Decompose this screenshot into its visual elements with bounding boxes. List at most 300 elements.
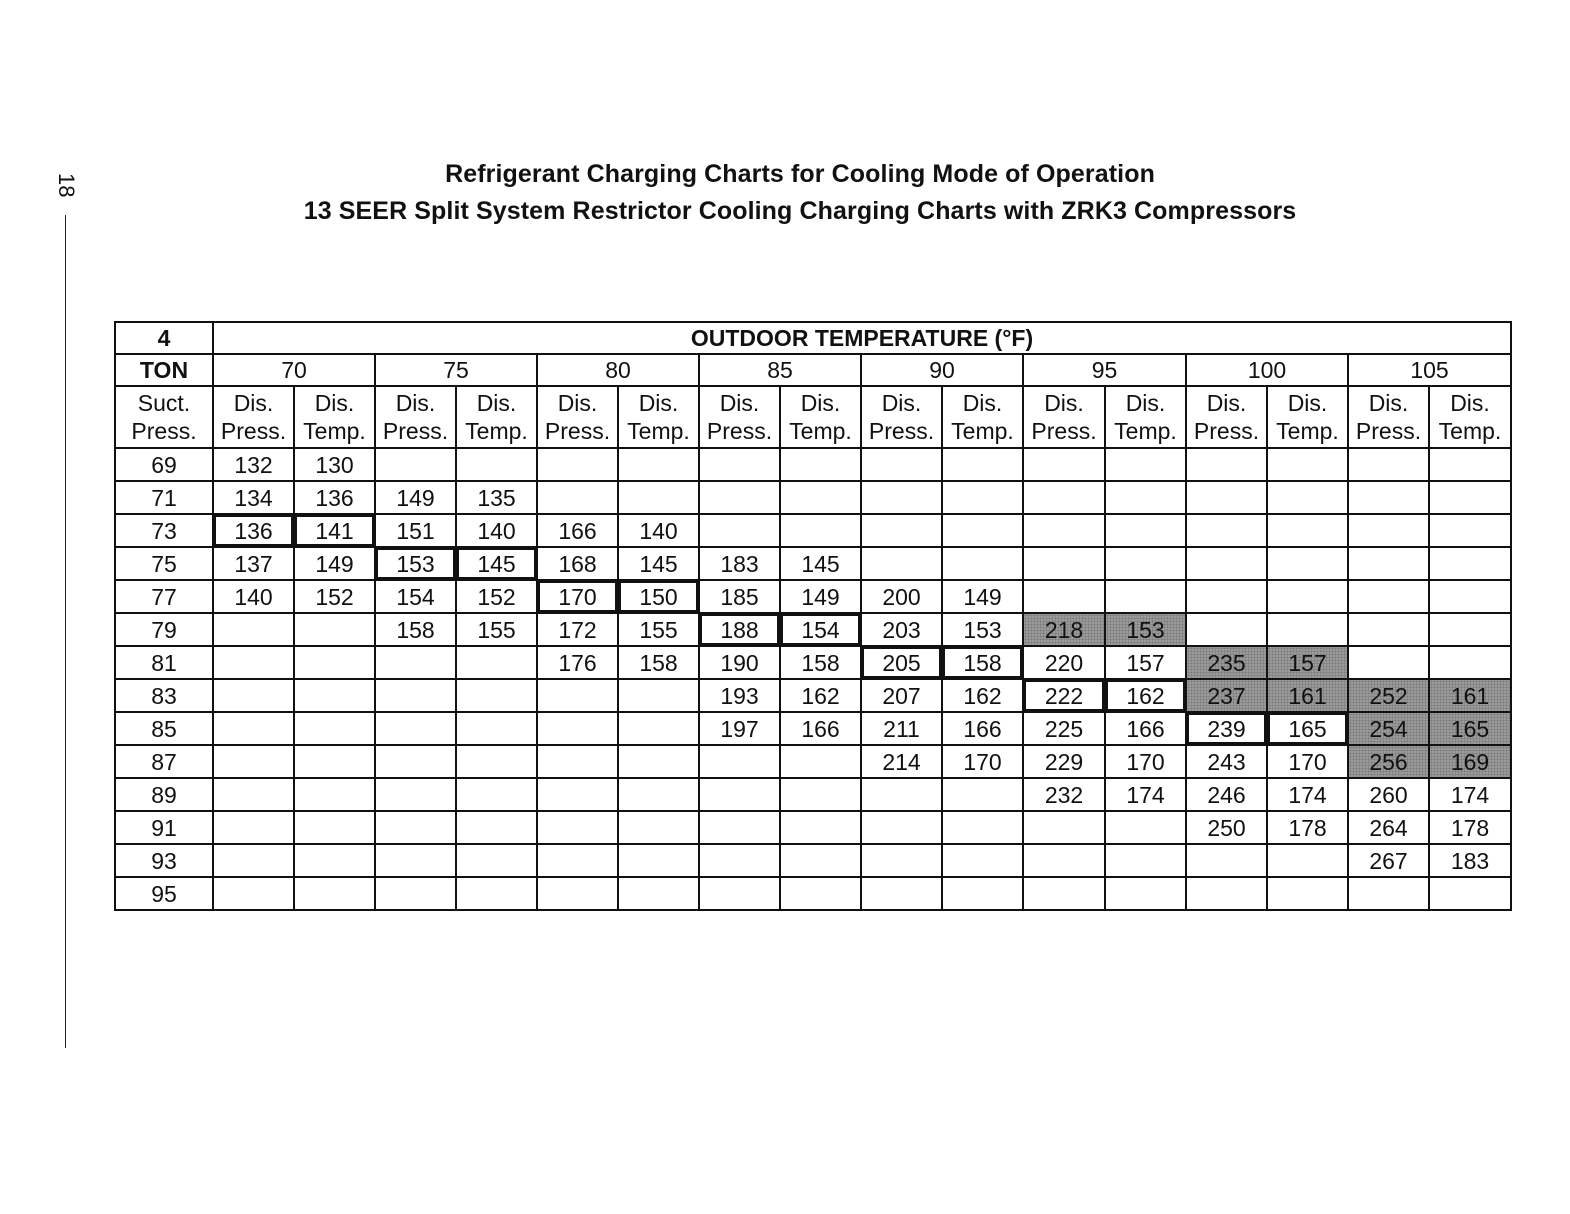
- discharge-temp-cell: 152: [456, 580, 537, 613]
- discharge-temp-cell: [1105, 481, 1186, 514]
- discharge-pressure-cell: [375, 646, 456, 679]
- discharge-temp-cell: [294, 811, 375, 844]
- discharge-temp-cell: [1267, 844, 1348, 877]
- dis-label: Dis.: [1450, 390, 1490, 416]
- table-row: [115, 448, 1511, 481]
- discharge-temp-cell: [780, 811, 861, 844]
- discharge-temp-cell: 157: [1105, 646, 1186, 679]
- discharge-temp-cell: [942, 844, 1023, 877]
- discharge-pressure-cell: [213, 679, 294, 712]
- discharge-pressure-cell: [1348, 448, 1429, 481]
- dis-label: Dis.: [881, 390, 922, 416]
- discharge-pressure-cell: 151: [375, 514, 456, 547]
- dis-label: Dis.: [557, 390, 598, 416]
- subheader-row: [115, 386, 1511, 448]
- discharge-pressure-cell: [1023, 844, 1105, 877]
- discharge-pressure-cell: 140: [213, 580, 294, 613]
- dis-label: Dis.: [719, 390, 760, 416]
- dis-press-header: [861, 386, 942, 448]
- discharge-temp-cell: [1429, 646, 1511, 679]
- discharge-temp-cell: 155: [618, 613, 699, 646]
- discharge-temp-cell: [780, 448, 861, 481]
- discharge-temp-cell: [618, 877, 699, 910]
- discharge-pressure-cell: [1186, 481, 1267, 514]
- suction-pressure-cell: 69: [115, 448, 213, 481]
- suction-pressure-cell: 87: [115, 745, 213, 778]
- discharge-pressure-cell: 229: [1023, 745, 1105, 778]
- discharge-temp-cell: [780, 745, 861, 778]
- discharge-temp-cell: [456, 811, 537, 844]
- discharge-pressure-cell: 190: [699, 646, 780, 679]
- discharge-pressure-cell: 185: [699, 580, 780, 613]
- discharge-temp-cell: [294, 745, 375, 778]
- dis-temp-header: [618, 386, 699, 448]
- discharge-temp-cell: 141: [294, 514, 375, 547]
- discharge-temp-cell: [1267, 877, 1348, 910]
- dis-label: Dis.: [638, 390, 679, 416]
- dis-temp-header: [780, 386, 861, 448]
- chart-subtitle: 13 SEER Split System Restrictor Cooling Charging Charts with ZRK3 Compressors: [303, 197, 1297, 225]
- discharge-temp-cell: 155: [456, 613, 537, 646]
- discharge-temp-cell: [618, 679, 699, 712]
- dis-temp-header: [456, 386, 537, 448]
- discharge-pressure-cell: 211: [861, 712, 942, 745]
- discharge-temp-cell: [294, 679, 375, 712]
- discharge-pressure-cell: [537, 844, 618, 877]
- dis-press-header: [375, 386, 456, 448]
- discharge-temp-cell: [942, 514, 1023, 547]
- temp-header-90: 90: [861, 354, 1023, 386]
- discharge-pressure-cell: 264: [1348, 811, 1429, 844]
- discharge-pressure-cell: 218: [1023, 613, 1105, 646]
- discharge-pressure-cell: 134: [213, 481, 294, 514]
- press-label: Press.: [220, 418, 287, 444]
- discharge-pressure-cell: [1186, 877, 1267, 910]
- discharge-temp-cell: 158: [618, 646, 699, 679]
- discharge-temp-cell: [1105, 514, 1186, 547]
- dis-label: Dis.: [962, 390, 1003, 416]
- discharge-pressure-cell: 172: [537, 613, 618, 646]
- discharge-pressure-cell: 170: [537, 580, 618, 613]
- discharge-temp-cell: 174: [1429, 778, 1511, 811]
- discharge-temp-cell: 174: [1105, 778, 1186, 811]
- suction-pressure-cell: 75: [115, 547, 213, 580]
- temp-header-80: 80: [537, 354, 699, 386]
- discharge-pressure-cell: [1023, 580, 1105, 613]
- suction-pressure-cell: 77: [115, 580, 213, 613]
- table-row: [115, 514, 1511, 547]
- discharge-temp-cell: [1429, 877, 1511, 910]
- discharge-temp-cell: 158: [942, 646, 1023, 679]
- suction-pressure-cell: 89: [115, 778, 213, 811]
- discharge-pressure-cell: 252: [1348, 679, 1429, 712]
- discharge-temp-cell: [456, 646, 537, 679]
- discharge-pressure-cell: [1023, 481, 1105, 514]
- table-row: [115, 646, 1511, 679]
- discharge-temp-cell: [1429, 580, 1511, 613]
- discharge-temp-cell: 149: [942, 580, 1023, 613]
- discharge-pressure-cell: [375, 778, 456, 811]
- table-row: [115, 547, 1511, 580]
- dis-label: Dis.: [1206, 390, 1247, 416]
- dis-press-header: [213, 386, 294, 448]
- discharge-pressure-cell: 243: [1186, 745, 1267, 778]
- suction-pressure-cell: 71: [115, 481, 213, 514]
- outdoor-temperature-header: OUTDOOR TEMPERATURE (°F): [213, 322, 1511, 354]
- discharge-pressure-cell: [861, 448, 942, 481]
- discharge-temp-cell: 174: [1267, 778, 1348, 811]
- discharge-temp-cell: 145: [780, 547, 861, 580]
- discharge-pressure-cell: [861, 481, 942, 514]
- temp-label: Temp.: [1276, 418, 1339, 444]
- discharge-temp-cell: [618, 448, 699, 481]
- discharge-pressure-cell: [213, 646, 294, 679]
- suct-press-label: Press.: [131, 418, 197, 444]
- discharge-temp-cell: 165: [1429, 712, 1511, 745]
- discharge-pressure-cell: [375, 877, 456, 910]
- temp-label: Temp.: [465, 418, 528, 444]
- discharge-temp-cell: [780, 877, 861, 910]
- discharge-temp-cell: [1105, 580, 1186, 613]
- discharge-pressure-cell: [213, 811, 294, 844]
- discharge-pressure-cell: [1186, 580, 1267, 613]
- temp-header-105: 105: [1348, 354, 1511, 386]
- dis-label: Dis.: [314, 390, 355, 416]
- discharge-pressure-cell: [537, 679, 618, 712]
- discharge-pressure-cell: [375, 679, 456, 712]
- discharge-temp-cell: [294, 613, 375, 646]
- discharge-temp-cell: [456, 778, 537, 811]
- dis-label: Dis.: [233, 390, 274, 416]
- suct-press-header: [115, 386, 213, 448]
- discharge-pressure-cell: 132: [213, 448, 294, 481]
- discharge-temp-cell: 178: [1267, 811, 1348, 844]
- dis-label: Dis.: [1287, 390, 1328, 416]
- discharge-temp-cell: [618, 481, 699, 514]
- discharge-pressure-cell: [1348, 547, 1429, 580]
- discharge-pressure-cell: [537, 745, 618, 778]
- discharge-pressure-cell: [213, 613, 294, 646]
- discharge-pressure-cell: [861, 514, 942, 547]
- temp-header-100: 100: [1186, 354, 1348, 386]
- press-label: Press.: [868, 418, 935, 444]
- discharge-temp-cell: 162: [1105, 679, 1186, 712]
- discharge-pressure-cell: [861, 877, 942, 910]
- discharge-pressure-cell: [1023, 811, 1105, 844]
- discharge-temp-cell: 153: [1105, 613, 1186, 646]
- discharge-temp-cell: [942, 547, 1023, 580]
- discharge-temp-cell: 136: [294, 481, 375, 514]
- discharge-temp-cell: 153: [942, 613, 1023, 646]
- discharge-pressure-cell: 260: [1348, 778, 1429, 811]
- discharge-temp-cell: [1105, 547, 1186, 580]
- discharge-temp-cell: 130: [294, 448, 375, 481]
- discharge-pressure-cell: [375, 448, 456, 481]
- discharge-pressure-cell: [861, 547, 942, 580]
- suction-pressure-cell: 91: [115, 811, 213, 844]
- discharge-temp-cell: 183: [1429, 844, 1511, 877]
- discharge-temp-cell: 150: [618, 580, 699, 613]
- discharge-pressure-cell: [375, 811, 456, 844]
- discharge-temp-cell: [618, 745, 699, 778]
- dis-press-header: [537, 386, 618, 448]
- discharge-pressure-cell: [375, 712, 456, 745]
- discharge-pressure-cell: 149: [375, 481, 456, 514]
- discharge-pressure-cell: [537, 778, 618, 811]
- discharge-temp-cell: 135: [456, 481, 537, 514]
- discharge-temp-cell: 158: [780, 646, 861, 679]
- discharge-temp-cell: [1429, 547, 1511, 580]
- discharge-temp-cell: 170: [1105, 745, 1186, 778]
- discharge-pressure-cell: [537, 877, 618, 910]
- discharge-temp-cell: [294, 646, 375, 679]
- discharge-pressure-cell: 267: [1348, 844, 1429, 877]
- discharge-pressure-cell: [1186, 547, 1267, 580]
- discharge-pressure-cell: 193: [699, 679, 780, 712]
- discharge-pressure-cell: [699, 844, 780, 877]
- discharge-pressure-cell: 235: [1186, 646, 1267, 679]
- discharge-pressure-cell: [699, 745, 780, 778]
- discharge-pressure-cell: 176: [537, 646, 618, 679]
- discharge-pressure-cell: [375, 844, 456, 877]
- discharge-pressure-cell: [537, 811, 618, 844]
- discharge-pressure-cell: [1186, 613, 1267, 646]
- discharge-pressure-cell: 166: [537, 514, 618, 547]
- discharge-pressure-cell: [861, 811, 942, 844]
- discharge-pressure-cell: [1023, 547, 1105, 580]
- discharge-temp-cell: 166: [780, 712, 861, 745]
- discharge-pressure-cell: 237: [1186, 679, 1267, 712]
- discharge-pressure-cell: 197: [699, 712, 780, 745]
- table-row: [115, 580, 1511, 613]
- suction-pressure-cell: 95: [115, 877, 213, 910]
- discharge-pressure-cell: [1023, 877, 1105, 910]
- discharge-pressure-cell: [1348, 481, 1429, 514]
- temp-label: Temp.: [303, 418, 366, 444]
- press-label: Press.: [1193, 418, 1260, 444]
- discharge-pressure-cell: 188: [699, 613, 780, 646]
- discharge-temp-cell: [456, 844, 537, 877]
- discharge-temp-cell: 162: [780, 679, 861, 712]
- discharge-pressure-cell: 250: [1186, 811, 1267, 844]
- discharge-temp-cell: [618, 712, 699, 745]
- discharge-temp-cell: [942, 481, 1023, 514]
- dis-label: Dis.: [1044, 390, 1084, 416]
- charging-chart-table: [114, 321, 1512, 911]
- discharge-temp-cell: [1267, 547, 1348, 580]
- discharge-pressure-cell: 220: [1023, 646, 1105, 679]
- table-row: [115, 811, 1511, 844]
- discharge-pressure-cell: 246: [1186, 778, 1267, 811]
- discharge-pressure-cell: [375, 745, 456, 778]
- dis-temp-header: [1429, 386, 1511, 448]
- discharge-pressure-cell: [699, 481, 780, 514]
- dis-press-header: [1023, 386, 1105, 448]
- discharge-temp-cell: 157: [1267, 646, 1348, 679]
- dis-label: Dis.: [800, 390, 841, 416]
- discharge-pressure-cell: [861, 844, 942, 877]
- discharge-pressure-cell: [1186, 448, 1267, 481]
- suction-pressure-cell: 83: [115, 679, 213, 712]
- discharge-pressure-cell: 239: [1186, 712, 1267, 745]
- dis-temp-header: [1105, 386, 1186, 448]
- discharge-pressure-cell: [213, 712, 294, 745]
- table-row: [115, 613, 1511, 646]
- table-row: [115, 481, 1511, 514]
- discharge-temp-cell: [780, 844, 861, 877]
- suction-pressure-cell: 81: [115, 646, 213, 679]
- discharge-pressure-cell: [537, 712, 618, 745]
- discharge-temp-cell: 178: [1429, 811, 1511, 844]
- discharge-temp-cell: [1429, 448, 1511, 481]
- discharge-pressure-cell: 200: [861, 580, 942, 613]
- discharge-pressure-cell: 154: [375, 580, 456, 613]
- dis-label: Dis.: [395, 390, 436, 416]
- discharge-temp-cell: [294, 778, 375, 811]
- temp-label: Temp.: [1114, 418, 1177, 444]
- discharge-temp-cell: [1267, 580, 1348, 613]
- table-body: [115, 448, 1511, 910]
- discharge-pressure-cell: 256: [1348, 745, 1429, 778]
- discharge-temp-cell: [294, 712, 375, 745]
- discharge-temp-cell: [942, 811, 1023, 844]
- discharge-temp-cell: [1105, 877, 1186, 910]
- discharge-pressure-cell: [213, 778, 294, 811]
- discharge-temp-cell: 140: [456, 514, 537, 547]
- discharge-pressure-cell: [699, 811, 780, 844]
- dis-temp-header: [1267, 386, 1348, 448]
- discharge-temp-cell: [618, 844, 699, 877]
- discharge-pressure-cell: 254: [1348, 712, 1429, 745]
- dis-label: Dis.: [1368, 390, 1409, 416]
- discharge-temp-cell: [456, 712, 537, 745]
- discharge-temp-cell: [456, 877, 537, 910]
- discharge-pressure-cell: [699, 778, 780, 811]
- discharge-temp-cell: [1105, 844, 1186, 877]
- dis-press-header: [1348, 386, 1429, 448]
- discharge-temp-cell: 154: [780, 613, 861, 646]
- discharge-temp-cell: [1267, 481, 1348, 514]
- discharge-pressure-cell: [1023, 448, 1105, 481]
- discharge-pressure-cell: 137: [213, 547, 294, 580]
- dis-temp-header: [294, 386, 375, 448]
- discharge-temp-cell: 170: [942, 745, 1023, 778]
- discharge-pressure-cell: 153: [375, 547, 456, 580]
- discharge-temp-cell: [780, 778, 861, 811]
- discharge-pressure-cell: [1348, 646, 1429, 679]
- discharge-pressure-cell: [213, 844, 294, 877]
- discharge-temp-cell: [1267, 514, 1348, 547]
- discharge-pressure-cell: 207: [861, 679, 942, 712]
- discharge-temp-cell: [294, 844, 375, 877]
- press-label: Press.: [1355, 418, 1422, 444]
- discharge-pressure-cell: 225: [1023, 712, 1105, 745]
- table-row: [115, 844, 1511, 877]
- dis-press-header: [699, 386, 780, 448]
- discharge-temp-cell: [456, 745, 537, 778]
- discharge-pressure-cell: 205: [861, 646, 942, 679]
- discharge-pressure-cell: 203: [861, 613, 942, 646]
- suction-pressure-cell: 73: [115, 514, 213, 547]
- discharge-pressure-cell: [699, 448, 780, 481]
- discharge-pressure-cell: [1186, 844, 1267, 877]
- temp-label: Temp.: [1438, 418, 1502, 444]
- discharge-pressure-cell: 136: [213, 514, 294, 547]
- discharge-pressure-cell: [537, 448, 618, 481]
- discharge-temp-cell: [1267, 613, 1348, 646]
- discharge-temp-cell: [618, 811, 699, 844]
- temp-label: Temp.: [951, 418, 1014, 444]
- discharge-temp-cell: [942, 877, 1023, 910]
- discharge-temp-cell: [1429, 613, 1511, 646]
- page-number: 18: [54, 173, 79, 198]
- discharge-temp-cell: 165: [1267, 712, 1348, 745]
- discharge-temp-cell: 161: [1267, 679, 1348, 712]
- discharge-temp-cell: [780, 481, 861, 514]
- discharge-pressure-cell: [1348, 877, 1429, 910]
- discharge-pressure-cell: [1023, 514, 1105, 547]
- temperature-header-row: [115, 354, 1511, 386]
- margin-rule: [65, 215, 66, 1048]
- discharge-pressure-cell: 183: [699, 547, 780, 580]
- discharge-temp-cell: [1105, 448, 1186, 481]
- discharge-temp-cell: [942, 448, 1023, 481]
- discharge-temp-cell: 145: [456, 547, 537, 580]
- discharge-pressure-cell: 158: [375, 613, 456, 646]
- discharge-temp-cell: [618, 778, 699, 811]
- suction-pressure-cell: 85: [115, 712, 213, 745]
- discharge-pressure-cell: [861, 778, 942, 811]
- discharge-pressure-cell: 222: [1023, 679, 1105, 712]
- chart-title: Refrigerant Charging Charts for Cooling Mode of Operation: [445, 160, 1155, 188]
- table-row: [115, 712, 1511, 745]
- discharge-pressure-cell: [213, 745, 294, 778]
- table-row: [115, 745, 1511, 778]
- table-row: [115, 778, 1511, 811]
- discharge-temp-cell: 140: [618, 514, 699, 547]
- discharge-temp-cell: 169: [1429, 745, 1511, 778]
- discharge-pressure-cell: [1348, 514, 1429, 547]
- press-label: Press.: [382, 418, 449, 444]
- discharge-temp-cell: [1429, 481, 1511, 514]
- discharge-temp-cell: [1267, 448, 1348, 481]
- discharge-temp-cell: 145: [618, 547, 699, 580]
- discharge-temp-cell: 161: [1429, 679, 1511, 712]
- discharge-temp-cell: [1105, 811, 1186, 844]
- discharge-temp-cell: 166: [942, 712, 1023, 745]
- discharge-temp-cell: [780, 514, 861, 547]
- press-label: Press.: [544, 418, 611, 444]
- press-label: Press.: [1031, 418, 1097, 444]
- suct-label: Suct.: [137, 390, 191, 416]
- discharge-pressure-cell: [213, 877, 294, 910]
- suction-pressure-cell: 79: [115, 613, 213, 646]
- discharge-temp-cell: [942, 778, 1023, 811]
- discharge-temp-cell: [456, 679, 537, 712]
- discharge-temp-cell: [1429, 514, 1511, 547]
- dis-temp-header: [942, 386, 1023, 448]
- dis-label: Dis.: [476, 390, 517, 416]
- discharge-temp-cell: 166: [1105, 712, 1186, 745]
- temp-header-95: 95: [1023, 354, 1186, 386]
- discharge-temp-cell: 152: [294, 580, 375, 613]
- discharge-pressure-cell: [1348, 580, 1429, 613]
- temp-header-70: 70: [213, 354, 375, 386]
- temp-label: Temp.: [789, 418, 852, 444]
- suction-pressure-cell: 93: [115, 844, 213, 877]
- temp-header-75: 75: [375, 354, 537, 386]
- discharge-temp-cell: [294, 877, 375, 910]
